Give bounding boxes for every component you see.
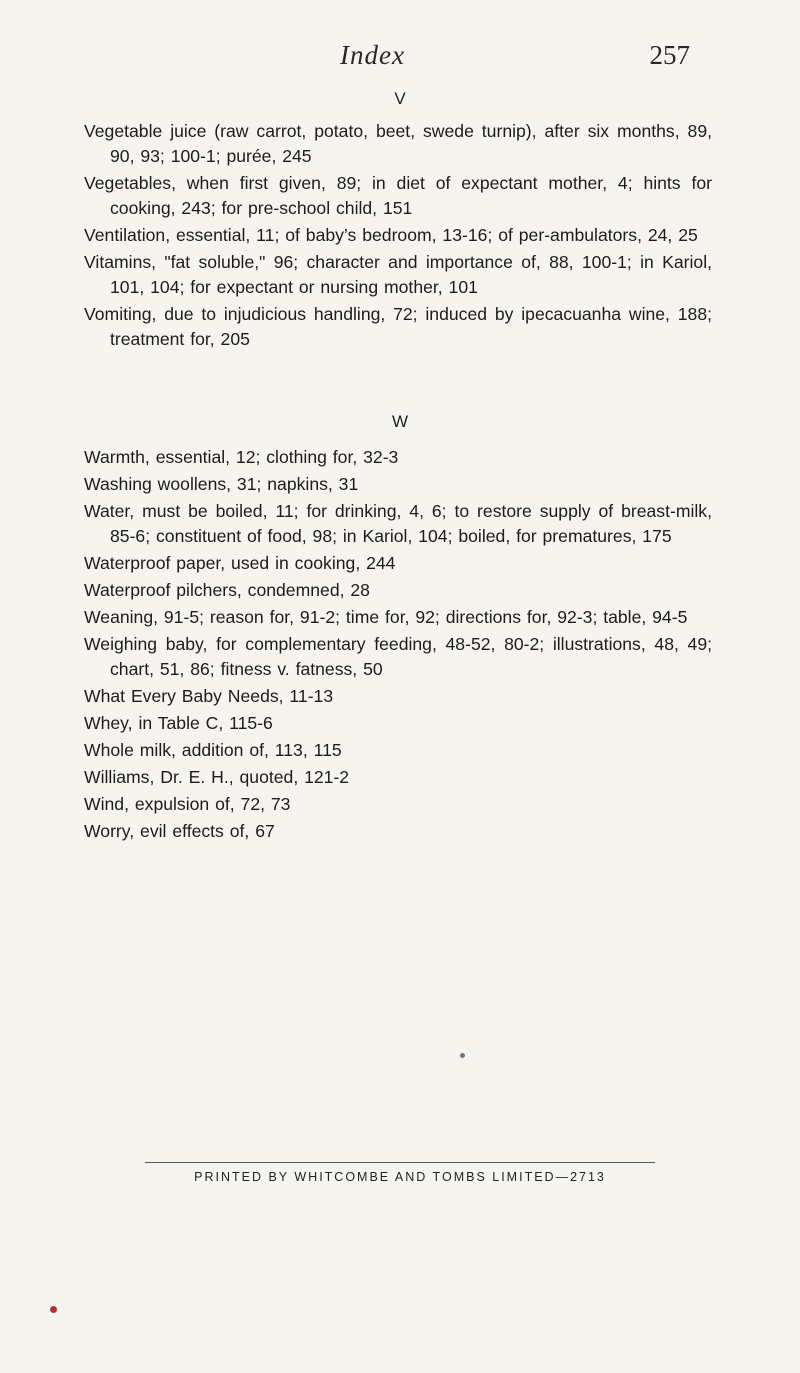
index-entry: Wind, expulsion of, 72, 73 xyxy=(84,794,291,814)
index-entry: Worry, evil effects of, 67 xyxy=(84,821,275,841)
index-entry: Vomiting, due to injudicious handling, 72; induced by ipecacuanha wine, 188; treatment for, 205 xyxy=(84,304,712,349)
index-entry: Vegetables, when first given, 89; in diet of expectant mother, 4; hints for cooking, 243; for pre-school child, 151 xyxy=(84,173,712,218)
index-entry: Vitamins, "fat soluble," 96; character and importance of, 88, 100-1; in Kariol, 101, 104; for expectant or nursing mother, 101 xyxy=(84,252,712,297)
index-entry: Whole milk, addition of, 113, 115 xyxy=(84,740,342,760)
index-entry: Weighing baby, for complementary feeding, 48-52, 80-2; illustrations, 48, 49; chart, 51, 86; fitness v. fatness, 50 xyxy=(84,634,712,679)
index-entry: Warmth, essential, 12; clothing for, 32-3 xyxy=(84,447,399,467)
section-letter-w: W xyxy=(391,412,409,431)
index-entry: Washing woollens, 31; napkins, 31 xyxy=(84,474,359,494)
index-entry: Vegetable juice (raw carrot, potato, beet, swede turnip), after six months, 89, 90, 93; 100-1; purée, 245 xyxy=(84,121,712,166)
printer-imprint: PRINTED BY WHITCOMBE AND TOMBS LIMITED—2713 xyxy=(194,1170,606,1184)
index-entry: Water, must be boiled, 11; for drinking, 4, 6; to restore supply of breast-milk, 85-6; constituent of food, 98; in Kariol, 104; boiled, for prematures, 175 xyxy=(84,501,712,546)
index-entry: Waterproof pilchers, condemned, 28 xyxy=(84,580,370,600)
index-entry: Williams, Dr. E. H., quoted, 121-2 xyxy=(84,767,350,787)
section-letter-v: V xyxy=(394,89,406,108)
index-entry: What Every Baby Needs, 11-13 xyxy=(84,686,334,706)
index-entry: Waterproof paper, used in cooking, 244 xyxy=(84,553,396,573)
paper-speck xyxy=(50,1306,57,1313)
index-entry: Whey, in Table C, 115-6 xyxy=(84,713,273,733)
page-number: 257 xyxy=(649,40,690,70)
index-section-v xyxy=(84,119,712,354)
index-entry: Weaning, 91-5; reason for, 91-2; time for, 92; directions for, 92-3; table, 94-5 xyxy=(84,607,688,627)
running-title: Index xyxy=(340,40,405,70)
index-section-w xyxy=(84,445,712,846)
index-entry: Ventilation, essential, 11; of baby’s bedroom, 13-16; of per-ambulators, 24, 25 xyxy=(84,225,698,245)
running-head xyxy=(0,40,800,80)
imprint-rule xyxy=(145,1162,655,1163)
paper-speck xyxy=(460,1053,465,1058)
